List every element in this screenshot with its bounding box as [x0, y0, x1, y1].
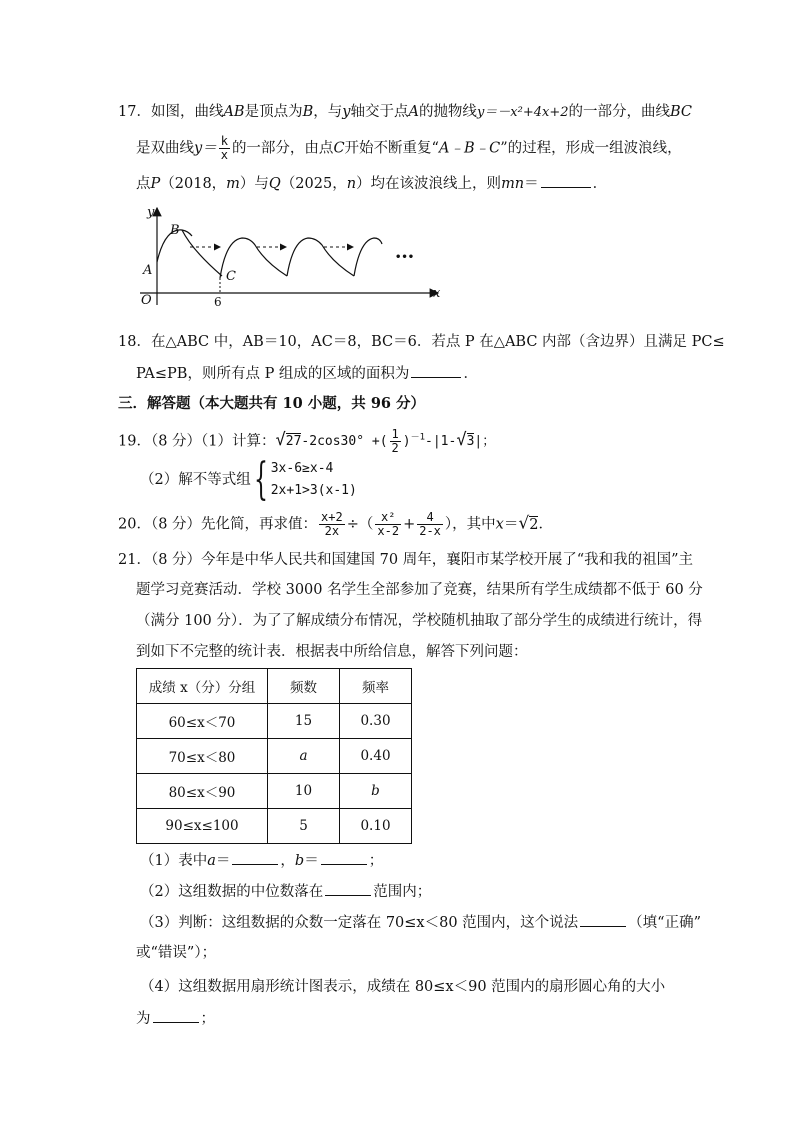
table-row: [137, 704, 412, 739]
q18-line2: PA≤PB，则所有点 P 组成的区域的面积为 ．: [136, 362, 478, 385]
q21-sub2: （2）这组数据的中位数落在 范围内；: [140, 880, 431, 903]
table-cell: 0.10: [340, 809, 412, 844]
q21-sub4-line1: （4）这组数据用扇形统计图表示，成绩在 80≤x＜90 范围内的扇形圆心角的大小: [140, 979, 666, 995]
q21-blank-b[interactable]: [321, 849, 367, 865]
q20-line: 20．（8 分）先化简，再求值： $\frac{x+2}{2x}$ ÷（ $\frac{\text{x²}}{x-2}$ + $\frac{4}{2-x}$ ），其中x＝√2．: [118, 510, 553, 538]
q21-sub4-line2: 为 ；: [136, 1007, 215, 1030]
q21-line1: 21．（8 分）今年是中华人民共和国建国 70 周年，襄阳市某学校开展了“我和我的祖国”主: [118, 552, 694, 568]
table-cell: 5: [268, 809, 340, 844]
q21-blank-median[interactable]: [325, 880, 371, 896]
q17-line2: 是双曲线y＝ $\frac{k}{x}$ 的一部分，由点C开始不断重复“A﹣B﹣C”的过程，形成一组波浪线，: [136, 134, 682, 162]
table-cell: 15: [268, 704, 340, 739]
q21-sub3-line2: 或“错误”）；: [136, 945, 217, 961]
table-row: [137, 774, 412, 809]
wave-3: [354, 238, 382, 276]
q17-line1: 17．如图，曲线AB是顶点为B，与y轴交于点A的抛物线y＝－x²+4x+2的一部分，曲线BC: [118, 104, 693, 120]
q19-part1: 19．（8 分）（1）计算：√27-2cos30° +( $\frac{1}{2}$ )$^{-1}$-|1-√3|；: [118, 427, 496, 456]
inequality-system: 3x-6≥x-4 2x+1>3(x-1): [270, 461, 357, 498]
q17-fraction-k-over-x: $\frac{k}{x}$: [220, 134, 228, 162]
table-cell: 80≤x＜90: [137, 774, 268, 809]
label-dots: •••: [395, 252, 415, 263]
label-O: O: [141, 293, 152, 308]
table-cell: 0.30: [340, 704, 412, 739]
table-cell: 10: [268, 774, 340, 809]
table-header: 频数: [268, 669, 340, 704]
q21-blank-angle[interactable]: [153, 1007, 199, 1023]
q18-answer-blank[interactable]: [411, 362, 461, 378]
q21-sub3-line1: （3）判断：这组数据的众数一定落在 70≤x＜80 范围内，这个说法 （填“正确”: [140, 911, 701, 934]
q19-part2: （2）解不等式组{ 3x-6≥x-4 2x+1>3(x-1): [140, 454, 357, 505]
table-header: 成绩 x（分）分组: [137, 669, 268, 704]
q17-answer-blank[interactable]: [541, 172, 591, 188]
section-3-title: 三．解答题（本大题共有 10 小题，共 96 分）: [118, 395, 426, 412]
table-row: [137, 739, 412, 774]
table-header-row: [137, 669, 412, 704]
label-x: x: [433, 286, 441, 301]
label-C: C: [226, 269, 236, 284]
label-6: 6: [214, 295, 222, 309]
table-cell: 60≤x＜70: [137, 704, 268, 739]
q21-blank-judge[interactable]: [580, 911, 626, 927]
table-cell: 90≤x≤100: [137, 809, 268, 844]
q21-sub1: （1）表中a＝ ，b＝ ；: [140, 849, 383, 872]
table-row: [137, 809, 412, 844]
system-brace: {: [253, 454, 268, 505]
q21-line2: 题学习竞赛活动．学校 3000 名学生全部参加了竞赛，结果所有学生成绩都不低于 60 分: [136, 582, 703, 598]
q21-line4: 到如下不完整的统计表．根据表中所给信息，解答下列问题：: [136, 644, 528, 660]
q17-line3: 点P（2018，m）与Q（2025，n）均在该波浪线上，则mn＝ ．: [136, 172, 607, 195]
q21-blank-a[interactable]: [232, 849, 278, 865]
score-frequency-table: [136, 668, 412, 844]
table-cell: a: [268, 739, 340, 774]
label-y: y: [147, 205, 155, 220]
table-cell: 70≤x＜80: [137, 739, 268, 774]
table-header: 频率: [340, 669, 412, 704]
label-A: A: [143, 263, 153, 278]
q18-line1: 18．在△ABC 中，AB＝10，AC＝8，BC＝6．若点 P 在△ABC 内部（含边界）且满足 PC≤: [118, 334, 725, 350]
q21-line3: （满分 100 分）．为了了解成绩分布情况，学校随机抽取了部分学生的成绩进行统计，得: [136, 613, 703, 629]
label-B: B: [170, 223, 180, 238]
table-cell: b: [340, 774, 412, 809]
q17-wave-figure: [130, 200, 450, 310]
table-cell: 0.40: [340, 739, 412, 774]
wave-2: [287, 238, 354, 276]
curve-BC: [182, 230, 222, 276]
